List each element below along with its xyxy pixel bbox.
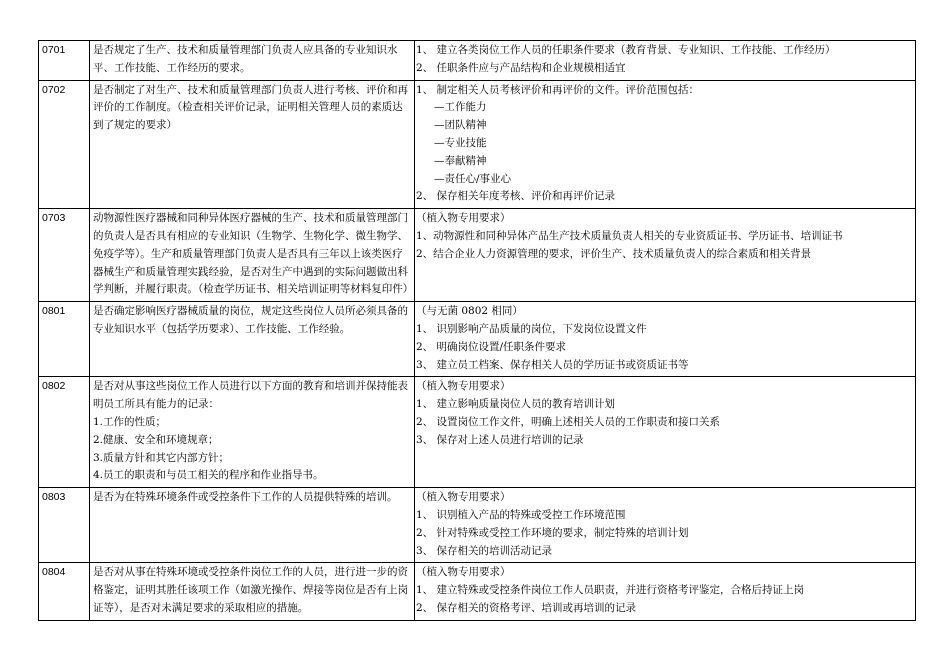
question-text: 是否对从事这些岗位工作人员进行以下方面的教育和培训并保持能表明员工所具有能力的记录： — [93, 380, 408, 411]
table-row — [39, 302, 916, 377]
table-body — [39, 41, 916, 621]
item-code: 0701 — [39, 41, 90, 81]
inspection-question — [90, 41, 415, 81]
requirement-item: （植入物专用要求） — [416, 380, 511, 393]
requirement-item: 1、 建立影响质量岗位人员的教育培训计划 — [416, 398, 616, 411]
question-text: 2.健康、安全和环境规章； — [93, 433, 219, 446]
table-row — [39, 209, 916, 302]
item-code: 0804 — [39, 563, 90, 620]
requirement-item: 2、 保存相关的资格考评、培训或再培训的记录 — [416, 601, 637, 614]
question-text: 3.质量方针和其它内部方针； — [93, 451, 230, 464]
requirement-item: （植入物专用要求） — [416, 491, 511, 504]
table-row — [39, 563, 916, 620]
table-row — [39, 488, 916, 563]
requirement-item: （与无菌 0802 相同） — [416, 305, 523, 318]
inspection-question — [90, 209, 415, 302]
requirement-item: 3、 建立员工档案、保存相关人员的学历证书或资质证书等 — [416, 358, 689, 371]
question-text: 是否制定了对生产、技术和质量管理部门负责人进行考核、评价和再评价的工作制度。（检查相关评价记录，证明相关管理人员的素质达到了规定的要求） — [93, 83, 408, 132]
requirement-item: 2、 任职条件应与产品结构和企业规模相适宜 — [416, 61, 626, 74]
requirement-item: （植入物专用要求） — [416, 566, 511, 579]
requirement-list — [415, 41, 916, 81]
requirement-item: 1、 识别影响产品质量的岗位，下发岗位设置文件 — [416, 322, 647, 335]
question-text: 是否规定了生产、技术和质量管理部门负责人应具备的专业知识水平、工作技能、工作经历的要求。 — [93, 44, 398, 74]
requirements-table — [38, 40, 916, 621]
inspection-question — [90, 80, 415, 209]
question-text: 动物源性医疗器械和同种异体医疗器械的生产、技术和质量管理部门的负责人是否具有相应的专业知识（生物学、生物化学、微生物学、免疫学等）。生产和质量管理部门负责人是否具有三年以上该类医疗器械生产和质量管理实践经验，是否对生产中遇到的实际问题做出科学判断，并履行职责。（检查学历证书、相关培训证明等材料复印件） — [93, 212, 414, 296]
table-row — [39, 80, 916, 209]
requirement-item: 2、 保存相关年度考核、评价和再评价记录 — [416, 190, 616, 203]
requirement-item: 3、 保存对上述人员进行培训的记录 — [416, 433, 584, 446]
requirement-item: 1、 建立各类岗位工作人员的任职条件要求（教育背景、专业知识、工作技能、工作经历） — [416, 44, 836, 56]
requirement-item: —团队精神 — [434, 119, 487, 132]
inspection-question — [90, 377, 415, 488]
requirement-list — [415, 209, 916, 302]
question-text: 4.员工的职责和与员工相关的程序和作业指导书。 — [93, 469, 324, 482]
requirement-item: 2、 设置岗位工作文件，明确上述相关人员的工作职责和接口关系 — [416, 415, 721, 428]
requirement-item: —奉献精神 — [434, 154, 487, 167]
requirement-item: 2、 针对特殊或受控工作环境的要求，制定特殊的培训计划 — [416, 526, 689, 539]
requirement-item: 2、 明确岗位设置/任职条件要求 — [416, 340, 567, 353]
requirement-list — [415, 563, 916, 620]
question-text: 是否确定影响医疗器械质量的岗位，规定这些岗位人员所必须具备的专业知识水平（包括学历要求）、工作技能、工作经验。 — [93, 305, 408, 335]
table-row — [39, 41, 916, 81]
requirement-list — [415, 80, 916, 209]
requirement-item: 1、 制定相关人员考核评价和再评价的文件。评价范围包括： — [416, 83, 700, 96]
item-code: 0703 — [39, 209, 90, 302]
question-text: 是否为在特殊环境条件或受控条件下工作的人员提供特殊的培训。 — [93, 491, 398, 504]
question-text: 1.工作的性质； — [93, 415, 167, 428]
question-text: 是否对从事在特殊环境或受控条件岗位工作的人员，进行进一步的资格鉴定，证明其胜任该项工作（如激光操作、焊接等岗位是否有上岗证等），是否对未满足要求的采取相应的措施。 — [93, 566, 408, 614]
item-code: 0801 — [39, 302, 90, 377]
requirement-item: 3、 保存相关的培训活动记录 — [416, 544, 553, 557]
requirement-item: 1、动物源性和同种异体产品生产技术质量负责人相关的专业资质证书、学历证书、培训证书 — [416, 229, 843, 242]
requirement-list — [415, 488, 916, 563]
requirement-list — [415, 377, 916, 488]
item-code: 0802 — [39, 377, 90, 488]
item-code: 0803 — [39, 488, 90, 563]
inspection-question — [90, 488, 415, 563]
table-row — [39, 377, 916, 488]
requirement-item: —责任心/事业心 — [434, 172, 512, 185]
inspection-question — [90, 302, 415, 377]
requirement-item: —专业技能 — [434, 136, 487, 149]
item-code: 0702 — [39, 80, 90, 209]
requirement-item: 2、结合企业人力资源管理的要求，评价生产、技术质量负责人的综合素质和相关背景 — [416, 247, 812, 260]
requirement-item: 1、 识别植入产品的特殊或受控工作环境范围 — [416, 508, 626, 521]
inspection-question — [90, 563, 415, 620]
requirement-item: 1、 建立特殊或受控条件岗位工作人员职责，并进行资格考评鉴定，合格后持证上岗 — [416, 584, 805, 597]
requirement-item: —工作能力 — [434, 101, 487, 114]
requirement-list — [415, 302, 916, 377]
requirement-item: （植入物专用要求） — [416, 212, 511, 225]
